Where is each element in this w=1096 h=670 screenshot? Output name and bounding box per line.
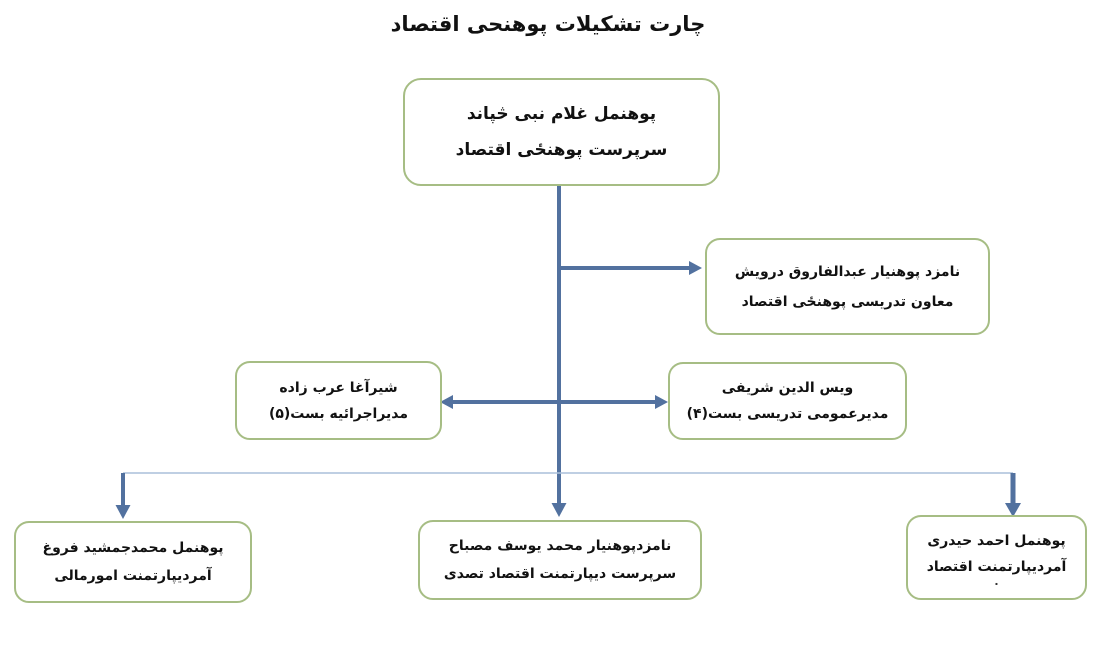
node-economics [906,515,1087,600]
node-economics-note: . [994,574,999,588]
node-teaching [668,362,907,440]
node-dean-name: پوهنمل غلام نبی څپاند [466,104,657,124]
node-finance-name: پوهنمل محمدجمشید فروغ [42,540,224,556]
node-enterprise-name: نامزدپوهنیار محمد یوسف مصباح [448,538,672,554]
node-executive [235,361,442,440]
node-executive-role: مدیراجرائیه بست(۵) [268,405,409,422]
node-enterprise-role: سرپرست دیپارتمنت اقتصاد تصدی [443,566,677,582]
chart-title: چارت تشکیلات پوهنحی اقتصاد [390,12,706,36]
node-economics-role: آمردیپارتمنت اقتصاد [926,558,1067,575]
arrowhead-down-finance-icon [116,505,131,519]
node-enterprise [418,520,702,600]
node-executive-name: شیرآغا عرب زاده [279,379,398,396]
node-finance [14,521,252,603]
arrowhead-right-teaching-icon [655,395,668,409]
node-deputy [705,238,990,335]
node-deputy-role: معاون تدریسی پوهنځی اقتصاد [741,293,954,310]
node-deputy-name: نامزد پوهنیار عبدالفاروق درویش [734,263,961,280]
node-teaching-role: مدیرعمومی تدریسی بست(۴) [686,406,889,422]
arrowhead-down-center-icon [552,503,567,517]
node-dean-role: سرپرست پوهنځی اقتصاد [455,140,668,160]
node-teaching-name: ویس الدین شریفی [721,380,854,396]
node-dean [403,78,720,186]
arrowhead-right-deputy-icon [689,261,702,275]
node-finance-role: آمردیپارتمنت امورمالی [54,568,212,584]
node-economics-name: پوهنمل احمد حیدری [927,532,1066,549]
